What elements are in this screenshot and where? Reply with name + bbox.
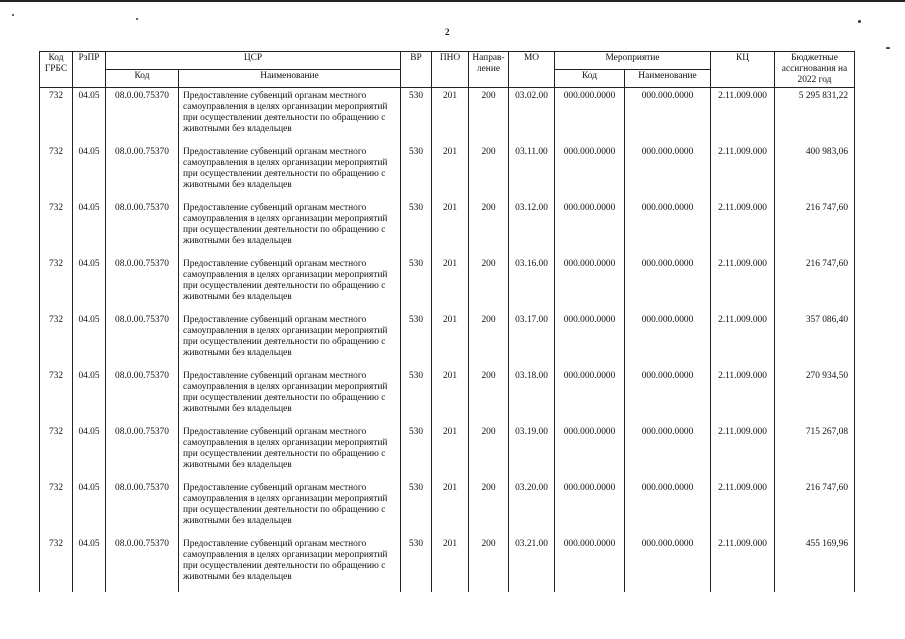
cell-csr-name: Предоставление субвенций органам местного самоуправления в целях организации мероприятий при осуществлении деятельности по обращению с животными без владельцев: [179, 256, 401, 312]
cell-kc: 2.11.009.000: [711, 424, 775, 480]
cell-grbs: 732: [40, 480, 73, 536]
header-csr-name: Наименование: [179, 70, 401, 88]
cell-napravlenie: 200: [469, 256, 509, 312]
cell-csr-name: Предоставление субвенций органам местного самоуправления в целях организации мероприятий при осуществлении деятельности по обращению с животными без владельцев: [179, 88, 401, 145]
cell-vr: 530: [401, 88, 432, 145]
page-number: 2: [445, 27, 450, 37]
cell-meropr-kod: 000.000.0000: [555, 424, 625, 480]
cell-napravlenie: 200: [469, 536, 509, 592]
cell-meropr-kod: 000.000.0000: [555, 536, 625, 592]
cell-rzpr: 04.05: [73, 536, 106, 592]
table-body: [40, 88, 855, 593]
cell-amount: 400 983,06: [775, 144, 855, 200]
cell-meropr-name: 000.000.0000: [625, 144, 711, 200]
cell-grbs: 732: [40, 536, 73, 592]
cell-csr-kod: 08.0.00.75370: [106, 256, 179, 312]
header-budget: Бюджетные ассигнования на 2022 год: [775, 52, 855, 88]
header-rzpr: РзПР: [73, 52, 106, 88]
header-kc: КЦ: [711, 52, 775, 88]
cell-csr-name: Предоставление субвенций органам местного самоуправления в целях организации мероприятий при осуществлении деятельности по обращению с животными без владельцев: [179, 424, 401, 480]
cell-pno: 201: [432, 144, 469, 200]
cell-rzpr: 04.05: [73, 88, 106, 145]
cell-mo: 03.16.00: [509, 256, 555, 312]
cell-csr-name: Предоставление субвенций органам местного самоуправления в целях организации мероприятий при осуществлении деятельности по обращению с животными без владельцев: [179, 480, 401, 536]
top-scan-border: [0, 0, 905, 2]
cell-vr: 530: [401, 368, 432, 424]
table-row: [40, 480, 855, 536]
header-csr: ЦСР: [106, 52, 401, 70]
header-meropr-name: Наименование: [625, 70, 711, 88]
cell-kc: 2.11.009.000: [711, 480, 775, 536]
cell-kc: 2.11.009.000: [711, 256, 775, 312]
cell-pno: 201: [432, 200, 469, 256]
cell-grbs: 732: [40, 312, 73, 368]
cell-meropr-name: 000.000.0000: [625, 424, 711, 480]
cell-napravlenie: 200: [469, 480, 509, 536]
cell-pno: 201: [432, 256, 469, 312]
cell-napravlenie: 200: [469, 424, 509, 480]
table-row: [40, 368, 855, 424]
cell-rzpr: 04.05: [73, 312, 106, 368]
cell-pno: 201: [432, 480, 469, 536]
table-row: [40, 200, 855, 256]
cell-meropr-name: 000.000.0000: [625, 312, 711, 368]
scan-speck: [858, 20, 861, 23]
cell-mo: 03.02.00: [509, 88, 555, 145]
cell-mo: 03.20.00: [509, 480, 555, 536]
header-meropriyatie: Мероприятие: [555, 52, 711, 70]
cell-vr: 530: [401, 424, 432, 480]
cell-meropr-kod: 000.000.0000: [555, 256, 625, 312]
header-napravlenie: Направ-ление: [469, 52, 509, 88]
cell-amount: 216 747,60: [775, 200, 855, 256]
header-pno: ПНО: [432, 52, 469, 88]
cell-rzpr: 04.05: [73, 424, 106, 480]
cell-rzpr: 04.05: [73, 144, 106, 200]
cell-meropr-name: 000.000.0000: [625, 368, 711, 424]
table-row: [40, 312, 855, 368]
cell-meropr-kod: 000.000.0000: [555, 368, 625, 424]
cell-meropr-kod: 000.000.0000: [555, 312, 625, 368]
scan-speck: [886, 47, 890, 49]
table-row: [40, 424, 855, 480]
cell-kc: 2.11.009.000: [711, 368, 775, 424]
cell-amount: 715 267,08: [775, 424, 855, 480]
header-vr: ВР: [401, 52, 432, 88]
cell-rzpr: 04.05: [73, 368, 106, 424]
cell-kc: 2.11.009.000: [711, 312, 775, 368]
budget-table: [39, 51, 855, 592]
cell-vr: 530: [401, 312, 432, 368]
table-header-row: [40, 52, 855, 70]
cell-napravlenie: 200: [469, 200, 509, 256]
cell-rzpr: 04.05: [73, 200, 106, 256]
cell-grbs: 732: [40, 144, 73, 200]
cell-csr-kod: 08.0.00.75370: [106, 424, 179, 480]
cell-csr-name: Предоставление субвенций органам местного самоуправления в целях организации мероприятий при осуществлении деятельности по обращению с животными без владельцев: [179, 312, 401, 368]
cell-napravlenie: 200: [469, 88, 509, 145]
cell-grbs: 732: [40, 424, 73, 480]
header-kod-grbs: Код ГРБС: [40, 52, 73, 88]
cell-amount: 455 169,96: [775, 536, 855, 592]
cell-csr-kod: 08.0.00.75370: [106, 312, 179, 368]
cell-amount: 216 747,60: [775, 480, 855, 536]
cell-csr-kod: 08.0.00.75370: [106, 200, 179, 256]
cell-meropr-kod: 000.000.0000: [555, 200, 625, 256]
cell-grbs: 732: [40, 368, 73, 424]
cell-vr: 530: [401, 144, 432, 200]
cell-meropr-name: 000.000.0000: [625, 200, 711, 256]
cell-mo: 03.11.00: [509, 144, 555, 200]
cell-kc: 2.11.009.000: [711, 536, 775, 592]
cell-csr-kod: 08.0.00.75370: [106, 536, 179, 592]
header-csr-kod: Код: [106, 70, 179, 88]
cell-grbs: 732: [40, 88, 73, 145]
cell-amount: 357 086,40: [775, 312, 855, 368]
cell-meropr-name: 000.000.0000: [625, 88, 711, 145]
cell-csr-name: Предоставление субвенций органам местного самоуправления в целях организации мероприятий при осуществлении деятельности по обращению с животными без владельцев: [179, 144, 401, 200]
header-mo: МО: [509, 52, 555, 88]
cell-mo: 03.19.00: [509, 424, 555, 480]
cell-amount: 270 934,50: [775, 368, 855, 424]
cell-csr-name: Предоставление субвенций органам местного самоуправления в целях организации мероприятий при осуществлении деятельности по обращению с животными без владельцев: [179, 200, 401, 256]
cell-pno: 201: [432, 536, 469, 592]
cell-vr: 530: [401, 256, 432, 312]
cell-csr-name: Предоставление субвенций органам местного самоуправления в целях организации мероприятий при осуществлении деятельности по обращению с животными без владельцев: [179, 368, 401, 424]
cell-csr-kod: 08.0.00.75370: [106, 368, 179, 424]
table-row: [40, 256, 855, 312]
cell-mo: 03.18.00: [509, 368, 555, 424]
cell-napravlenie: 200: [469, 144, 509, 200]
cell-amount: 216 747,60: [775, 256, 855, 312]
header-meropr-kod: Код: [555, 70, 625, 88]
cell-napravlenie: 200: [469, 312, 509, 368]
table-row: [40, 88, 855, 145]
cell-rzpr: 04.05: [73, 480, 106, 536]
cell-meropr-name: 000.000.0000: [625, 536, 711, 592]
cell-csr-kod: 08.0.00.75370: [106, 480, 179, 536]
cell-meropr-name: 000.000.0000: [625, 480, 711, 536]
cell-grbs: 732: [40, 256, 73, 312]
cell-kc: 2.11.009.000: [711, 144, 775, 200]
cell-amount: 5 295 831,22: [775, 88, 855, 145]
cell-mo: 03.21.00: [509, 536, 555, 592]
cell-pno: 201: [432, 424, 469, 480]
cell-vr: 530: [401, 200, 432, 256]
cell-csr-kod: 08.0.00.75370: [106, 144, 179, 200]
cell-vr: 530: [401, 536, 432, 592]
cell-napravlenie: 200: [469, 368, 509, 424]
cell-pno: 201: [432, 368, 469, 424]
cell-kc: 2.11.009.000: [711, 88, 775, 145]
cell-grbs: 732: [40, 200, 73, 256]
scan-speck: [136, 18, 138, 20]
cell-meropr-kod: 000.000.0000: [555, 144, 625, 200]
cell-csr-kod: 08.0.00.75370: [106, 88, 179, 145]
scan-speck: [12, 14, 14, 16]
cell-meropr-name: 000.000.0000: [625, 256, 711, 312]
cell-pno: 201: [432, 312, 469, 368]
table-row: [40, 144, 855, 200]
cell-csr-name: Предоставление субвенций органам местного самоуправления в целях организации мероприятий при осуществлении деятельности по обращению с животными без владельцев: [179, 536, 401, 592]
cell-mo: 03.17.00: [509, 312, 555, 368]
cell-rzpr: 04.05: [73, 256, 106, 312]
cell-mo: 03.12.00: [509, 200, 555, 256]
cell-vr: 530: [401, 480, 432, 536]
cell-kc: 2.11.009.000: [711, 200, 775, 256]
cell-pno: 201: [432, 88, 469, 145]
cell-meropr-kod: 000.000.0000: [555, 88, 625, 145]
table-row: [40, 536, 855, 592]
cell-meropr-kod: 000.000.0000: [555, 480, 625, 536]
